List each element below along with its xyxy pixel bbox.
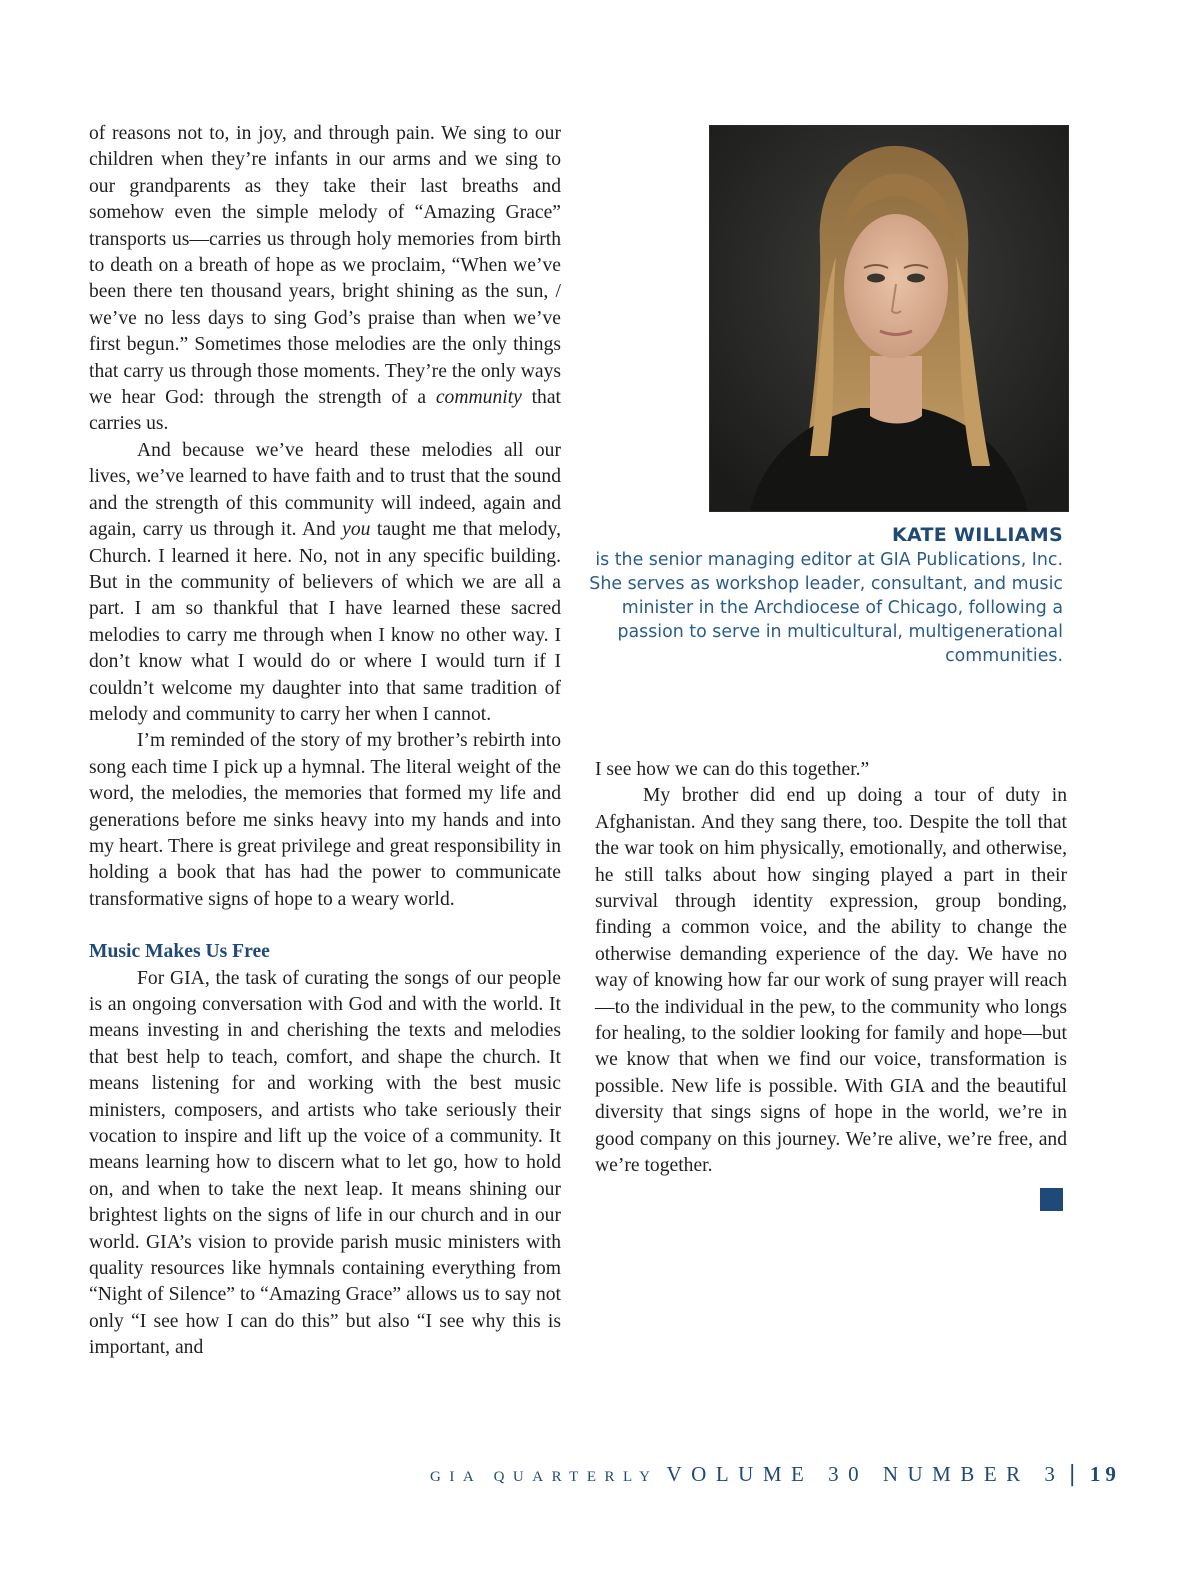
page-footer (430, 1462, 1121, 1487)
paragraph-5: I see how we can do this together.” (595, 759, 870, 780)
author-name: KATE WILLIAMS (891, 524, 1063, 546)
emphasis-you: you (342, 519, 371, 541)
footer-separator: | (1068, 1462, 1076, 1487)
author-bio (580, 524, 1063, 668)
left-column (89, 121, 561, 1362)
emphasis-community: community (435, 387, 522, 409)
paragraph-1: of reasons not to, in joy, and through pain. We sing to our children when they’re infants in our arms and we sing to our grandparents as they take their last breaths and somehow even the simple melody of “Amazing Grace” transports us—carries us through holy memories from birth to death on a breath of hope as we proclaim, “When we’ve been there ten thousand years, bright shining as the sun, / we’ve no less days to sing God’s praise than when we’ve first begun.” Sometimes those melodies are the only things that carry us through those moments. They’re the only ways we hear God: through the strength of a community that carries us. (89, 123, 561, 435)
paragraph-3: I’m reminded of the story of my brother’s rebirth into song each time I pick up a hymnal. The literal weight of the word, the melodies, the memories that formed my life and generations before me sinks heavy into my hands and into my heart. There is great privilege and great responsibility in holding a book that has had the power to communicate transformative signs of hope to a weary world. (89, 730, 561, 910)
author-description: is the senior managing editor at GIA Publications, Inc. She serves as workshop leader, consultant, and music minister in the Archdiocese of Chicago, following a passion to serve in multicultural, multigenerational communities. (589, 550, 1063, 666)
footer-volume: VOLUME 30 NUMBER 3 (666, 1462, 1065, 1486)
author-photo (709, 125, 1069, 512)
paragraph-4: For GIA, the task of curating the songs of our people is an ongoing conversation with God and with the world. It means investing in and cherishing the texts and melodies that best help to teach, comfort, and shape the church. It means listening for and working with the best music ministers, composers, and artists who take seriously their vocation to inspire and lift up the voice of a community. It means learning how to discern what to let go, how to hold on, and when to take the next leap. It means shining our brightest lights on the signs of life in our church and in our world. GIA’s vision to provide parish music ministers with quality resources like hymnals containing everything from “Night of Silence” to “Amazing Grace” allows us to say not only “I see how I can do this” but also “I see why this is important, and (89, 967, 561, 1359)
author-portrait-image (710, 126, 1068, 511)
paragraph-6: My brother did end up doing a tour of duty in Afghanistan. And they sang there, too. Despite the toll that the war took on him physically, emotionally, and otherwise, he still talks about how singing played a part in their survival through identity expression, group bonding, finding a common voice, and the ability to change the otherwise demanding experience of the day. We have no way of knowing how far our work of sung prayer will reach—to the individual in the pew, to the community who longs for healing, to the soldier looking for family and hope—but we know that when we find our voice, transformation is possible. New life is possible. With GIA and the beautiful diversity that sings signs of hope in the world, we’re in good company on this journey. We’re alive, we’re free, and we’re together. (595, 785, 1067, 1177)
right-column (595, 757, 1067, 1180)
paragraph-2: And because we’ve heard these melodies all our lives, we’ve learned to have faith and to trust that the sound and the strength of this community will indeed, again and again, carry us through it. And you taught me that melody, Church. I learned it here. No, not in any specific building. But in the community of believers of which we are all a part. I am so thankful that I have learned these sacred melodies to carry me through when I know no other way. I don’t know what I would do or where I would turn if I couldn’t welcome my daughter into that same tradition of melody and community to carry her when I cannot. (89, 439, 561, 725)
page-number: 19 (1089, 1462, 1121, 1486)
end-of-article-square-icon (1040, 1188, 1063, 1211)
section-heading: Music Makes Us Free (89, 941, 270, 963)
footer-publication: GIA QUARTERLY (430, 1469, 659, 1485)
